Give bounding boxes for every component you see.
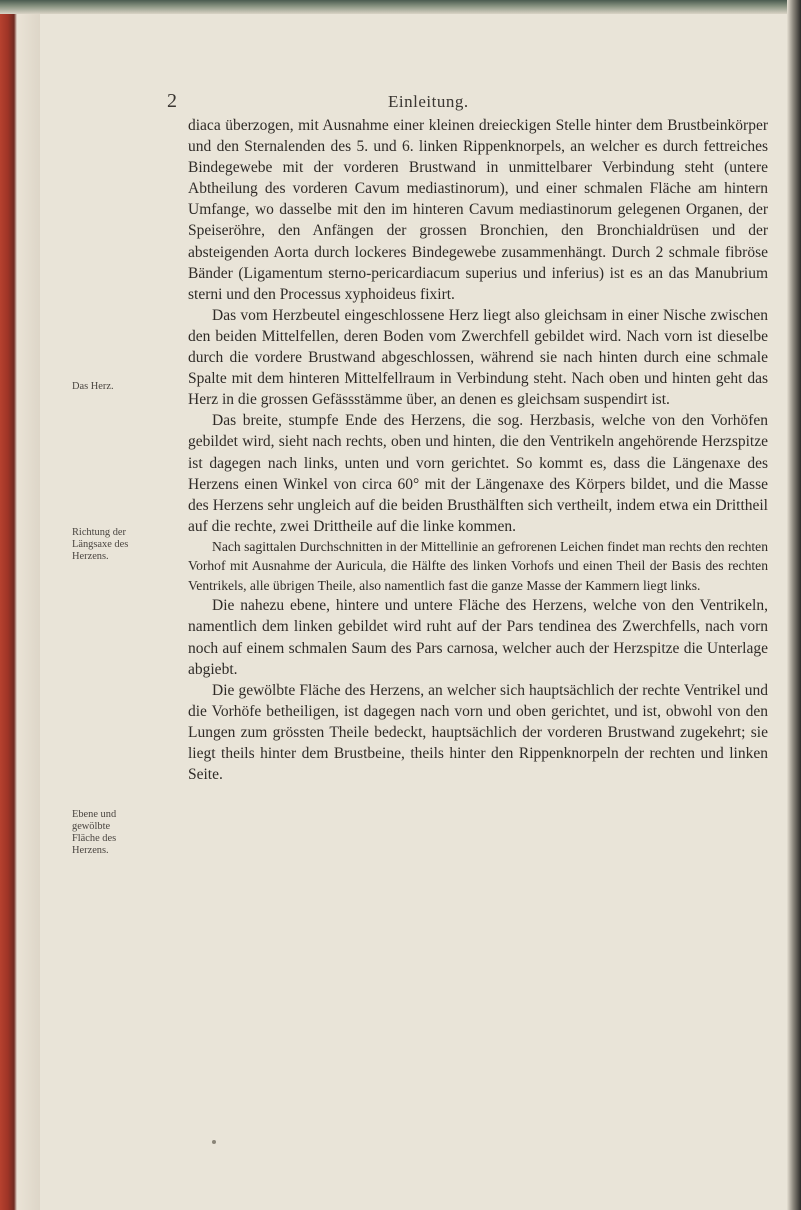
running-head xyxy=(40,90,787,114)
page-number: 2 xyxy=(167,90,177,112)
paragraph-curved-surface: Die gewölbte Fläche des Herzens, an welcher sich hauptsächlich der rechte Ventrikel und die Vorhöfe betheiligen, ist dagegen nach vorn und oben gerichtet, und ist, obwohl von den Lungen zum grössten Theile bedeckt, hauptsächlich der vorderen Brustwand zugekehrt; sie liegt theils hinter dem Brustbeine, theils hinter den Rippenknorpeln der rechten und linken Seite. xyxy=(188,681,768,784)
body-text xyxy=(188,115,768,785)
book-page xyxy=(40,14,787,1210)
paragraph-flat-surface: Die nahezu ebene, hintere und untere Fläche des Herzens, welche von den Ventrikeln, namentlich dem linken gebildet wird ruht auf der Pars tendinea des Zwerchfells, nach vorn noch auf einem schmalen Saum des Pars carnosa, welcher auch der Herzspitze die Unterlage abgiebt. xyxy=(188,597,768,678)
scan-edge-left xyxy=(0,0,40,1210)
scan-edge-top xyxy=(0,0,801,14)
paragraph-heart-position: Das vom Herzbeutel eingeschlossene Herz liegt also gleichsam in einer Nische zwischen den beiden Mittelfellen, deren Boden vom Zwerchfell gebildet wird. Nach vorn ist dieselbe durch die vordere Brustwand abgeschlossen, während sie nach hinten durch eine schmale Spalte mit dem hinteren Mittelfellraum in Verbindung steht. Nach oben und hinten geht das Herz in die grossen Gefässstämme über, an denen es gleichsam suspendirt ist. xyxy=(188,306,768,409)
paragraph-heart-axis: Das breite, stumpfe Ende des Herzens, die sog. Herzbasis, welche von den Vorhöfen gebildet wird, sieht nach rechts, oben und hinten, die den Ventrikeln angehörende Herzspitze ist dagegen nach links, unten und vorn gerichtet. So kommt es, dass die Längenaxe des Herzens einen Winkel von circa 60° mit der Längenaxe des Körpers bildet, und die Masse des Herzens sehr ungleich auf die beiden Brusthälften sich vertheilt, indem etwa ein Drittheil auf die rechte, zwei Drittheile auf die linke kommen. xyxy=(188,412,768,535)
margin-note-axis: Richtung der Längsaxe des Herzens. xyxy=(72,527,129,562)
ink-speck xyxy=(212,1140,216,1144)
paragraph-sagittal-note: Nach sagittalen Durchschnitten in der Mittellinie an gefrorenen Leichen findet man rechts den rechten Vorhof mit Ausnahme der Auricula, die Hälfte des linken Vorhofs und einen Theil der Basis des rechten Ventrikels, alle übrigen Theile, also namentlich fast die ganze Masse der Kammern liegt links. xyxy=(188,538,768,593)
margin-note-heart: Das Herz. xyxy=(72,381,114,392)
margin-note-surfaces: Ebene und gewölbte Fläche des Herzens. xyxy=(72,809,117,856)
paragraph-continuation: diaca überzogen, mit Ausnahme einer kleinen dreieckigen Stelle hinter dem Brustbeinkörper und den Sternalenden des 5. und 6. linken Rippenknorpels, an welcher es durch fettreiches Bindegewebe mit der vorderen Brustwand in unmittelbarer Verbindung steht (untere Abtheilung des vorderen Cavum mediastinorum), und einer schmalen Fläche am hintern Umfange, wo dasselbe mit den im hinteren Cavum mediastinorum gelegenen Organen, der Speiseröhre, den Anfängen der grossen Bronchien, den Bronchialdrüsen und der absteigenden Aorta durch lockeres Bindegewebe zusammenhängt. Durch 2 schmale fibröse Bänder (Ligamentum sterno-pericardiacum superius und inferius) ist es an das Manubrium sterni und den Processus xyphoideus fixirt. xyxy=(188,117,768,303)
chapter-title: Einleitung. xyxy=(388,92,469,111)
scan-edge-right xyxy=(787,0,801,1210)
